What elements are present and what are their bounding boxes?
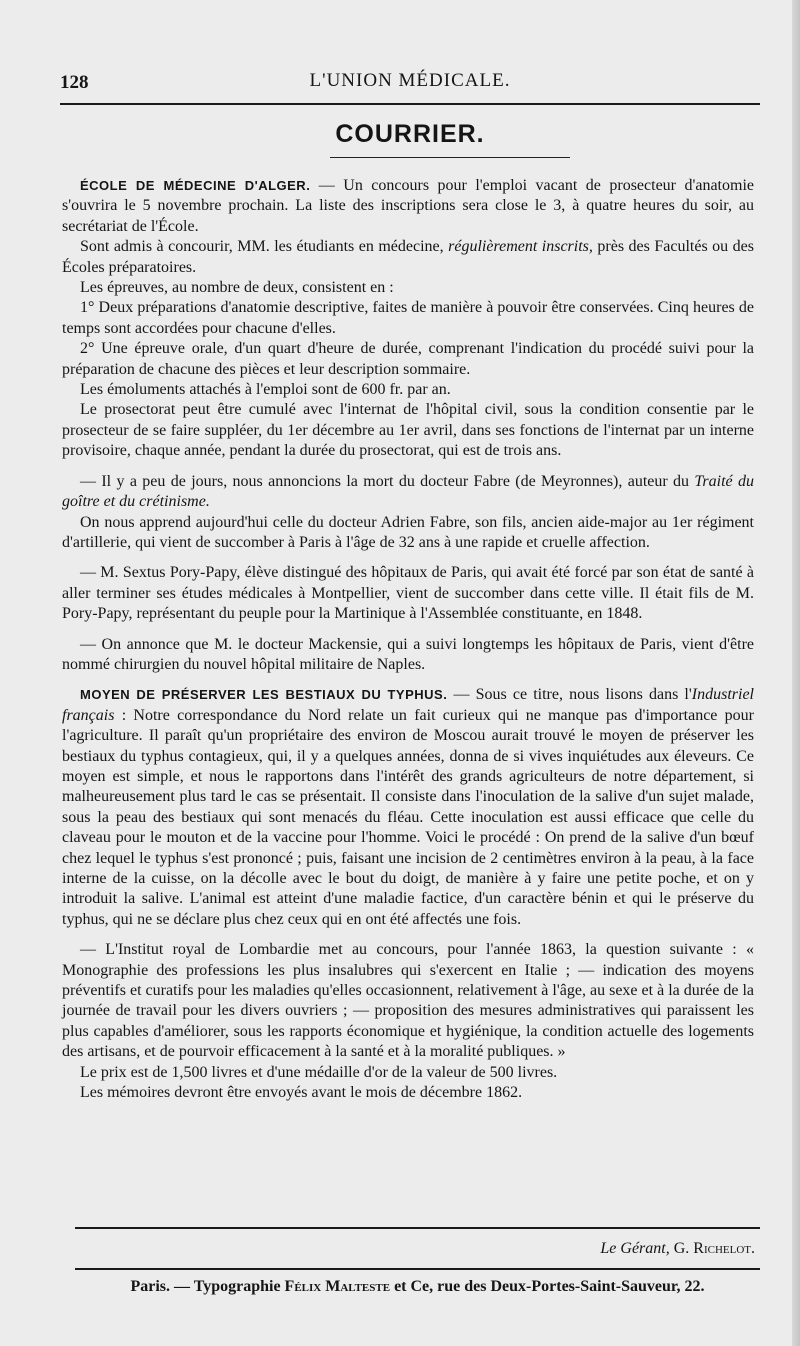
running-head	[60, 70, 760, 100]
lombardy-prize: Le prix est de 1,500 livres et d'une médaille d'or de la valeur de 500 livres.	[80, 1063, 558, 1081]
footer-rule-bottom	[75, 1268, 760, 1270]
fabre-text: — Il y a peu de jours, nous annoncions la mort du docteur Fabre (de Meyronnes), auteur du	[80, 472, 695, 490]
pory-papy-paragraph: — M. Sextus Pory-Papy, élève distingué des hôpitaux de Paris, qui avait été forcé par son état de santé à aller terminer ses études médicales à Montpellier, vient de succomber dans cette ville. Il était fils de M. Pory-Papy, représentant du peuple pour la Martinique à l'Assemblée constituante, en 1848.	[62, 564, 754, 623]
algiers-intro-paragraph	[62, 176, 754, 237]
lombardy-deadline: Les mémoires devront être envoyés avant le mois de décembre 1862.	[80, 1084, 523, 1102]
typhus-heading: MOYEN DE PRÉSERVER LES BESTIAUX DU TYPHUS.	[80, 687, 448, 703]
footer-rule-top	[75, 1227, 760, 1229]
page-number: 128	[60, 72, 89, 93]
journal-name: L'UNION MÉDICALE.	[309, 70, 511, 91]
algiers-admission-paragraph	[62, 237, 754, 278]
page-edge-shadow	[792, 0, 800, 1346]
fabre-paragraph	[62, 472, 754, 513]
lombardy-paragraph: — L'Institut royal de Lombardie met au concours, pour l'année 1863, la question suivante : « Monographie des professions les plus insalubres qui s'exercent en Italie ; — indication des moyens préventifs et curatifs pour les maladies qu'elles occasionnent, relativement à l'âge, au sexe et à la durée de la journée de travail pour les divers ouvriers ; — proposition des mesures administratives qui paraissent les plus capables d'améliorer, sous les rapports économique et hygiénique, la condition actuelle des logements des artisans, et de pourvoir efficacement à la santé et à la moralité publiques. »	[62, 941, 754, 1061]
algiers-test-two: 2° Une épreuve orale, d'un quart d'heure de durée, comprenant l'indication du procédé suivi pour la préparation de chacune des pièces et leur description sommaire.	[62, 340, 754, 378]
body-text	[62, 176, 754, 1103]
algiers-prosectorate: Le prosectorat peut être cumulé avec l'internat de l'hôpital civil, sous la condition consentie par le prosecteur de se faire suppléer, du 1er décembre au 1er avril, dans ses fonctions de l'internat par un interne provisoire, chaque année, pendant la durée du prosectorat, qui est de trois ans.	[62, 401, 754, 460]
typhus-text-a: — Sous ce titre, nous lisons dans l'	[447, 686, 692, 704]
admission-italic: régulièrement inscrits,	[448, 238, 593, 256]
algiers-test-one: 1° Deux préparations d'anatomie descriptive, faites de manière à pouvoir être conservées. Cinq heures de temps sont accordées pour chacune d'elles.	[62, 299, 754, 337]
admission-text-a: Sont admis à concourir, MM. les étudiants en médecine,	[80, 238, 449, 256]
fabre-son-paragraph: On nous apprend aujourd'hui celle du docteur Adrien Fabre, son fils, ancien aide-major au 1er régiment d'artillerie, qui vient de succomber à Paris à l'âge de 32 ans à une rapide et cruelle affection.	[62, 513, 754, 551]
manager-name: G. Richelot.	[673, 1240, 755, 1257]
printer-text-b: et Ce, rue des Deux-Portes-Saint-Sauveur, 22.	[390, 1278, 705, 1295]
header-rule	[60, 103, 760, 105]
manager-role: Le Gérant,	[600, 1240, 670, 1257]
algiers-heading: ÉCOLE DE MÉDECINE D'ALGER.	[80, 178, 311, 193]
typhus-text-b: : Notre correspondance du Nord relate un fait curieux qui ne manque pas d'importance pour l'agriculture. Il paraît qu'un propriétaire des environ de Moscou aurait trouvé le moyen de préserver les bestiaux du typhus contagieux, qui, il y a quelques années, donna de si vives inquiétudes aux éleveurs. Ce moyen est simple, et nous le rapportons dans l'intérêt des grands agriculteurs de notre département, si malheureusement plus tard le cas se présentait. Il consiste dans l'inoculation de la salive d'un sujet malade, sous la peau des bestiaux qui sont menacés du fléau. Cette inoculation est aussi efficace que celle du claveau pour le mouton et de la vaccine pour l'homme. Voici le procédé : On prend de la salive d'un bœuf chez lequel le typhus s'est prononcé ; puis, faisant une incision de 2 centimètres environ à la peau, à la face interne de la cuisse, on la décolle avec le bout du doigt, de manière à y faire une petite poche, et on y introduit la salive. L'animal est atteint d'une maladie factice, d'un caractère bénin et qui le préserve du typhus, qui ne se déclare plus chez ceux qui en ont été affectés une fois.	[62, 706, 754, 928]
mackensie-paragraph: — On annonce que M. le docteur Mackensie, qui a suivi longtemps les hôpitaux de Paris, vient d'être nommé chirurgien du nouvel hôpital militaire de Naples.	[62, 635, 754, 673]
algiers-salary: Les émoluments attachés à l'emploi sont de 600 fr. par an.	[80, 381, 451, 399]
admission-text-b: près des Facultés ou des Écoles préparatoires.	[62, 238, 754, 276]
printer-imprint	[75, 1278, 760, 1296]
fabre-book-title: Traité du goître et du crétinisme.	[62, 472, 754, 511]
manager-signature	[600, 1240, 755, 1258]
title-rule	[330, 157, 570, 158]
algiers-tests-paragraph: Les épreuves, au nombre de deux, consistent en :	[80, 279, 394, 297]
printer-text-a: Paris. — Typographie	[130, 1278, 285, 1295]
section-title: COURRIER.	[335, 120, 485, 148]
typhus-paragraph	[62, 685, 754, 930]
algiers-intro-text: — Un concours pour l'emploi vacant de prosecteur d'anatomie s'ouvrira le 5 novembre prochain. La liste des inscriptions sera close le 3, à quatre heures du soir, au secrétariat de l'École.	[62, 177, 754, 235]
typhus-source-title: Industriel français	[62, 686, 754, 724]
printer-name: Félix Malteste	[284, 1278, 391, 1295]
